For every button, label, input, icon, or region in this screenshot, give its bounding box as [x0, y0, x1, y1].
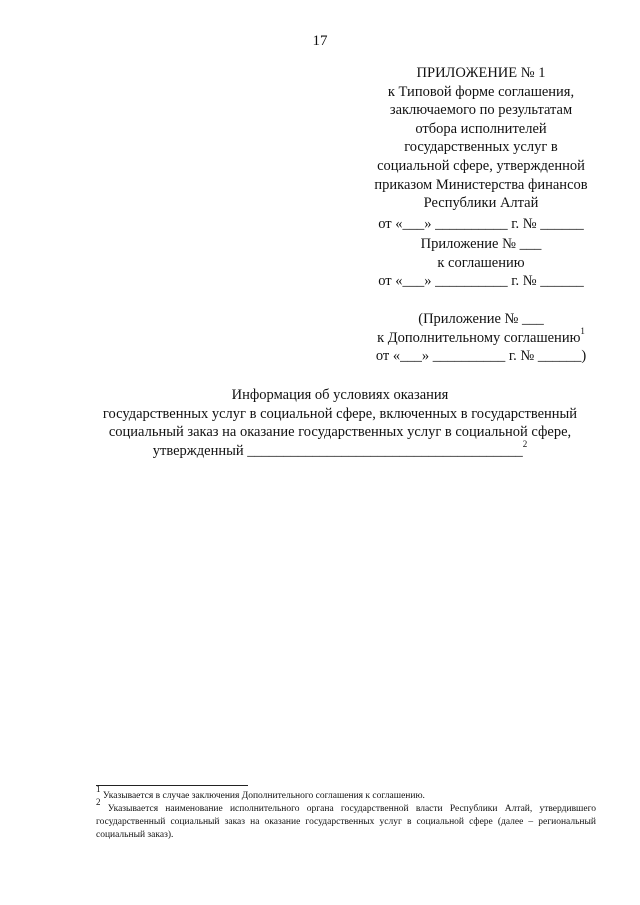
- agreement-appendix: [356, 235, 606, 291]
- appendix-line: Республики Алтай: [423, 195, 539, 212]
- footnotes: [96, 783, 596, 842]
- document-heading: [70, 386, 610, 460]
- additional-agreement-line: (Приложение № ___: [418, 311, 544, 327]
- appendix-line: заключаемого по результатам: [389, 102, 573, 119]
- heading-approved-text: утвержденный ______________________________________: [152, 442, 523, 459]
- appendix-line: к Типовой форме соглашения,: [387, 83, 575, 100]
- agreement-appendix-date-line: от «___» __________ г. № ______: [378, 273, 584, 290]
- heading-line: государственных услуг в социальной сфере, включенных в государственный: [102, 405, 578, 422]
- page-number: 17: [312, 33, 328, 49]
- footnote-mark: 1: [96, 783, 101, 794]
- footnote-text: Указывается в случае заключения Дополнительного соглашения к соглашению.: [100, 791, 425, 801]
- additional-agreement-appendix: [356, 310, 606, 366]
- appendix-header: [356, 64, 606, 233]
- appendix-line: ПРИЛОЖЕНИЕ № 1: [416, 65, 546, 81]
- agreement-appendix-line: к соглашению: [437, 254, 525, 271]
- footnote-ref-2: 2: [522, 438, 528, 449]
- footnote-text: Указывается наименование исполнительного органа государственной власти Республики Алтай, утвердившего государственный социальный заказ на оказание государственных услуг в социальной сфере (далее – региональный социальный заказ).: [96, 804, 596, 840]
- heading-line: социальный заказ на оказание государственных услуг в социальной сфере,: [108, 424, 572, 441]
- footnote-ref-1: 1: [580, 325, 585, 336]
- additional-agreement-date-line: от «___» __________ г. № ______): [375, 348, 587, 365]
- appendix-line: приказом Министерства финансов: [374, 176, 588, 193]
- heading-line: Информация об условиях оказания: [231, 387, 449, 403]
- agreement-appendix-line: Приложение № ___: [420, 236, 542, 252]
- appendix-line: отбора исполнителей: [415, 120, 547, 137]
- footnote: [96, 783, 596, 803]
- appendix-date-line: от «___» __________ г. № ______: [378, 215, 584, 232]
- appendix-line: государственных услуг в: [404, 139, 558, 156]
- footnote-mark: 2: [96, 796, 101, 807]
- footnote-divider: [96, 785, 248, 786]
- heading-line: [70, 438, 610, 461]
- additional-agreement-text: к Дополнительному соглашению: [377, 329, 581, 346]
- additional-agreement-line: [356, 325, 606, 348]
- appendix-line: социальной сфере, утвержденной: [377, 157, 585, 174]
